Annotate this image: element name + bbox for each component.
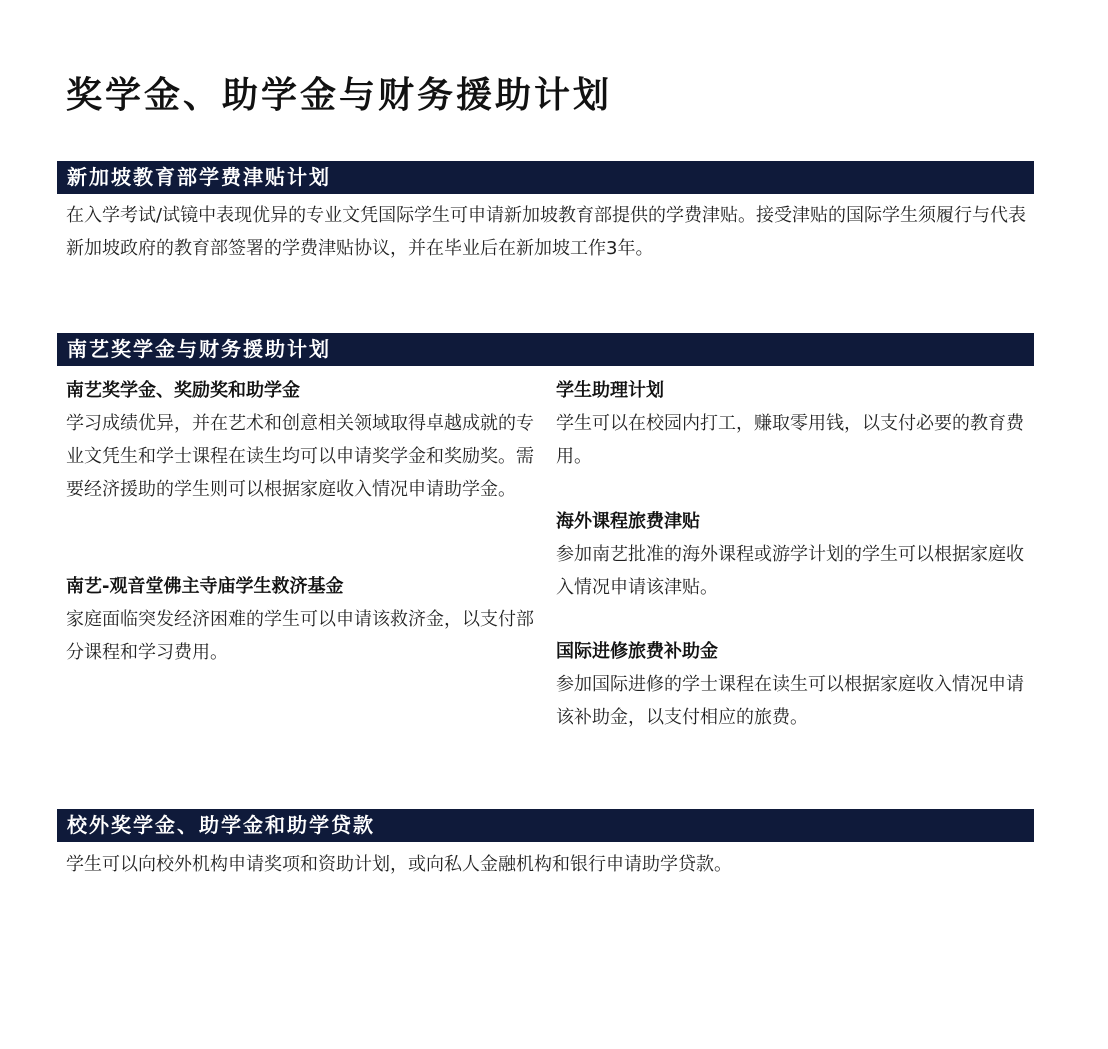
- nafa-scholarship-text: 学习成绩优异，并在艺术和创意相关领域取得卓越成就的专业文凭生和学士课程在读生均可以申请奖学金和奖励奖。需要经济援助的学生则可以根据家庭收入情况申请助学金。: [66, 413, 534, 500]
- relief-fund-title: 南艺-观音堂佛主寺庙学生救济基金: [66, 576, 344, 597]
- relief-fund-text: 家庭面临突发经济困难的学生可以申请该救济金，以支付部分课程和学习费用。: [66, 609, 534, 663]
- section-header-external-funding: 校外奖学金、助学金和助学贷款: [57, 809, 1034, 842]
- section-header-nafa-scholarships: 南艺奖学金与财务援助计划: [57, 333, 1034, 366]
- nafa-scholarship-title: 南艺奖学金、奖励奖和助学金: [66, 380, 300, 401]
- external-funding-text: 学生可以向校外机构申请奖项和资助计划，或向私人金融机构和银行申请助学贷款。: [66, 854, 732, 875]
- overseas-travel-title: 海外课程旅费津贴: [556, 511, 700, 532]
- page-title: 奖学金、助学金与财务援助计划: [66, 75, 613, 116]
- international-exchange-title: 国际进修旅费补助金: [556, 641, 718, 662]
- moe-tuition-grant-text: 在入学考试/试镜中表现优异的专业文凭国际学生可申请新加坡教育部提供的学费津贴。接受津贴的国际学生须履行与代表新加坡政府的教育部签署的学费津贴协议，并在毕业后在新加坡工作3年。: [66, 205, 1027, 259]
- student-assistant-title: 学生助理计划: [556, 380, 664, 401]
- international-exchange-text: 参加国际进修的学士课程在读生可以根据家庭收入情况申请该补助金，以支付相应的旅费。: [556, 674, 1024, 728]
- section-header-moe-tuition-grant: 新加坡教育部学费津贴计划: [57, 161, 1034, 194]
- overseas-travel-text: 参加南艺批准的海外课程或游学计划的学生可以根据家庭收入情况申请该津贴。: [556, 544, 1024, 598]
- student-assistant-text: 学生可以在校园内打工，赚取零用钱，以支付必要的教育费用。: [556, 413, 1024, 467]
